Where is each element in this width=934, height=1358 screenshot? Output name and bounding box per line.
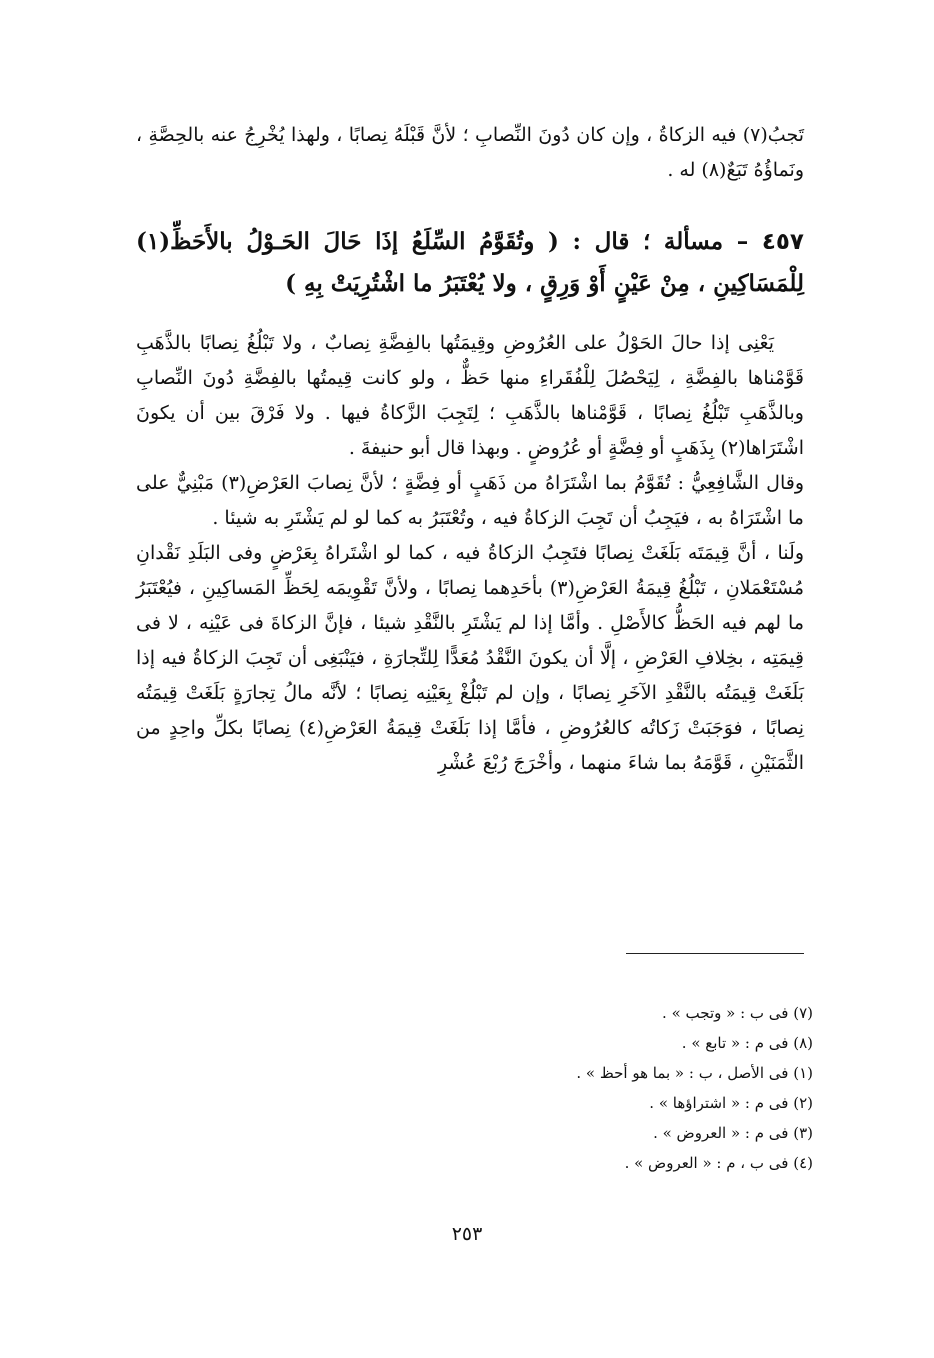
issue-text: – مسألة ؛ قال : ( وتُقَوَّمُ السِّلَعُ إذَا حَالَ الحَـوْلُ بالأَحَظِّ(١) لِلْمَسَاكِينِ ، مِنْ عَيْنٍ أَوْ وَرِقٍ ، ولا يُعْتَبَرُ ما اشْتُرِيَتْ بِهِ ) — [136, 228, 804, 297]
main-text — [136, 326, 804, 781]
body-paragraph: ولَنا ، أنَّ قِيمَتَه بَلَغَتْ نِصابًا فتَجِبُ الزكاةُ فيه ، كما لو اشْتَراهُ بِعَرْضٍ وفى البَلَدِ نَقْدانِ مُسْتَعْمَلانِ ، تَبْلُغُ قِيمَةُ العَرْضِ(٣) بأحَدِهما نِصابًا ، ولأنَّ تَقْوِيمَه لِحَظِّ المَساكِينِ ، فيُعْتَبَرُ ما لهم فيه الحَظُّ كالأَصْلِ . وأمَّا إذا لم يَشْتَرِ بالنَّقْدِ شيئا ، فإنَّ الزكاةَ فى عَيْنِه ، لا فى قِيمَتِه ، بخِلافِ العَرْضِ ، إلَّا أن يكونَ النَّقْدُ مُعَدًّا لِلتِّجارَةِ ، فيَنْبَغِى أن تَجِبَ الزكاةُ فيه إذا بَلَغَتْ قِيمَتُه بالنَّقْدِ الآخَرِ نِصابًا ، وإن لم تَبْلُغْ بِعَيْنِه نِصابًا ؛ لأنَّه مالُ تِجارَةٍ بَلَغَتْ قِيمَتُه نِصابًا ، فوَجَبَتْ زَكاتُه كالعُرُوضِ ، فأمَّا إذا بَلَغَتْ قِيمَةُ العَرْضِ(٤) نِصابًا بكلِّ واحِدٍ من الثَّمَنَيْنِ ، قَوَّمَهُ بما شاءَ منهما ، وأخْرَجَ رُبْعَ عُشْرِ — [136, 542, 805, 774]
footnote: (٣) فى م : « العروض » . — [653, 1124, 813, 1142]
body-paragraph: وقال الشَّافِعِيُّ : تُقَوَّمُ بما اشْتَرَاهُ من ذَهَبٍ أو فِضَّةٍ ؛ لأنَّ نِصابَ العَرْضِ(٣) مَبْنِيٌّ على ما اشْتَرَاهُ به ، فيَجِبُ أن تَجِبَ الزكاةُ فيه ، وتُعْتَبَرُ به كما لو لم يَشْتَرِ به شيئا . — [136, 472, 804, 529]
footnote: (٧) فى ب : « وتجب » . — [662, 1004, 813, 1022]
footnote-divider — [626, 953, 804, 954]
footnote: (٢) فى م : « اشتراؤها » . — [649, 1094, 813, 1112]
intro-paragraph: تَجبُ(٧) فيه الزكاةُ ، وإن كان دُونَ النِّصابِ ؛ لأنَّ قَبْلَهُ نِصابًا ، ولهذا يُخْرِجُ عنه بالحِصَّةِ ، ونَماؤُهُ تَبَعٌ(٨) له . — [136, 124, 804, 181]
issue-number: ٤٥٧ — [761, 229, 804, 255]
footnotes-list — [300, 998, 813, 1178]
footnote: (٨) فى م : « تابع » . — [681, 1034, 813, 1052]
issue-heading — [136, 221, 804, 305]
footnote: (٤) فى ب ، م : « العروض » . — [624, 1154, 813, 1172]
page-number: ٢٥٣ — [451, 1223, 483, 1245]
footnote: (١) فى الأصل ، ب : « بما هو أحظ » . — [576, 1064, 813, 1082]
body-paragraph: يَعْنِى إذا حالَ الحَوْلُ على العُرُوضِ وقِيمَتُها بالفِضَّةِ نِصابٌ ، ولا تَبْلُغُ نِصابًا بالذَّهَبِ قَوَّمْناها بالفِضَّةِ ، لِيَحْصُلَ لِلْفُقَراءِ منها حَظٌّ ، ولو كانت قِيمتُها بالفِضَّةِ دُونَ النِّصابِ وبالذَّهَبِ تَبْلُغُ نِصابًا ، قَوَّمْناها بالذَّهَبِ ؛ لِتَجِبَ الزَّكاةُ فيها . ولا فَرْقَ بين أن يكونَ اشْتَرَاها(٢) بِذَهَبٍ أو فِضَّةٍ أو عُرُوضٍ . وبهذا قال أبو حنيفةَ . — [136, 332, 804, 459]
